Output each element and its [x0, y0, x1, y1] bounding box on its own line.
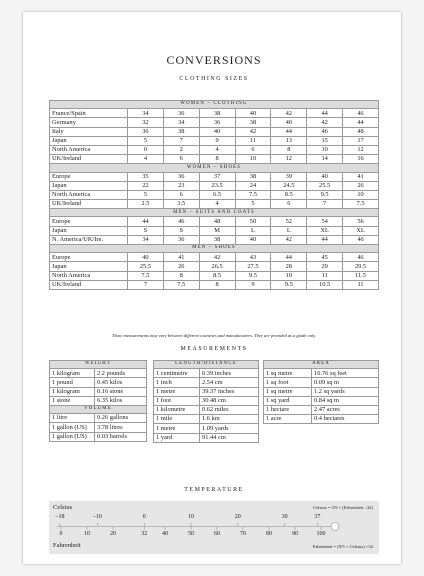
- fahrenheit-tick-label: 32: [141, 531, 148, 537]
- measure-equivalent: 0.16 stone: [95, 387, 147, 396]
- size-value: 42: [271, 235, 307, 244]
- size-row: [50, 155, 379, 164]
- size-value: 8.5: [271, 190, 307, 199]
- measure-row: [50, 432, 147, 441]
- size-row: [50, 181, 379, 190]
- size-value: 7: [128, 280, 164, 289]
- size-value: 52: [271, 217, 307, 226]
- size-value: 7.5: [235, 190, 271, 199]
- size-value: 5: [235, 200, 271, 209]
- measure-unit: 1 hectare: [264, 405, 312, 414]
- size-value: L: [271, 226, 307, 235]
- measure-row: [154, 369, 259, 378]
- size-row-label: Japan: [50, 226, 128, 235]
- size-value: 12: [343, 145, 379, 154]
- measure-header: LENGTH/DISTANCE: [154, 361, 259, 369]
- size-row-label: Europe: [50, 253, 128, 262]
- size-value: 48: [199, 217, 235, 226]
- size-row-label: N. America/UK/Ire.: [50, 235, 128, 244]
- size-value: 7.5: [343, 200, 379, 209]
- size-row: [50, 172, 379, 181]
- celsius-tick-label: 37: [314, 514, 321, 520]
- section-header-row: [50, 209, 379, 217]
- measure-equivalent: 91.44 cm: [200, 433, 259, 442]
- size-value: 9: [235, 280, 271, 289]
- fahrenheit-tick-label: 20: [110, 531, 116, 537]
- size-value: 29.5: [343, 262, 379, 271]
- size-value: 3.5: [163, 200, 199, 209]
- measure-unit: 1 sq yard: [264, 396, 312, 405]
- size-value: 8: [199, 155, 235, 164]
- measure-equivalent: 6.35 kilos: [95, 396, 147, 405]
- size-value: 42: [199, 253, 235, 262]
- size-value: 44: [307, 109, 343, 118]
- measure-unit: 1 foot: [154, 396, 200, 405]
- measure-unit: 1 acre: [264, 415, 312, 424]
- measure-equivalent: 30.48 cm: [200, 396, 259, 405]
- size-value: 38: [199, 235, 235, 244]
- size-value: 36: [128, 127, 164, 136]
- size-value: 46: [307, 127, 343, 136]
- size-value: 8.5: [199, 271, 235, 280]
- size-row: [50, 136, 379, 145]
- size-row-label: Japan: [50, 136, 128, 145]
- section-header: MEN – SHOES: [50, 245, 379, 253]
- size-value: 23.5: [199, 181, 235, 190]
- size-value: XL: [343, 226, 379, 235]
- size-value: 40: [235, 235, 271, 244]
- size-value: 11: [235, 136, 271, 145]
- size-value: 32: [128, 118, 164, 127]
- size-value: 10: [235, 155, 271, 164]
- size-value: 41: [343, 172, 379, 181]
- fahrenheit-tick-label: 100: [316, 531, 326, 537]
- size-value: 39: [271, 172, 307, 181]
- size-value: 56: [343, 217, 379, 226]
- size-value: 9.5: [307, 190, 343, 199]
- measure-unit: 1 stone: [50, 396, 95, 405]
- measure-unit: 1 gallon (US): [50, 432, 95, 441]
- size-value: 46: [343, 253, 379, 262]
- size-value: 40: [235, 109, 271, 118]
- size-value: 37: [199, 172, 235, 181]
- size-value: 9.5: [271, 280, 307, 289]
- measure-unit: 1 mile: [154, 415, 200, 424]
- size-value: 44: [307, 235, 343, 244]
- size-value: 44: [343, 118, 379, 127]
- size-value: 6: [163, 190, 199, 199]
- size-value: 36: [163, 235, 199, 244]
- size-value: 7.5: [128, 271, 164, 280]
- size-value: 12: [271, 155, 307, 164]
- size-value: 11.5: [343, 271, 379, 280]
- size-value: 36: [163, 109, 199, 118]
- measure-equivalent: 39.37 inches: [200, 387, 259, 396]
- fahrenheit-label: Fahrenheit: [53, 542, 81, 549]
- measure-unit: 1 kilogram: [50, 387, 95, 396]
- size-value: 23: [163, 181, 199, 190]
- size-value: 24: [235, 181, 271, 190]
- size-value: 42: [271, 109, 307, 118]
- section-header: WOMEN – CLOTHING: [50, 101, 379, 109]
- size-value: 11: [343, 280, 379, 289]
- size-value: 24.5: [271, 181, 307, 190]
- measure-unit: 1 metre: [154, 424, 200, 433]
- size-value: 4: [128, 155, 164, 164]
- size-value: 44: [128, 217, 164, 226]
- temperature-scale: [49, 501, 379, 554]
- measure-equivalent: 0.45 kilos: [95, 378, 147, 387]
- measure-row: [50, 369, 147, 378]
- measure-unit: 1 kilometre: [154, 405, 200, 414]
- size-row-label: Japan: [50, 262, 128, 271]
- fahrenheit-tick-label: 10: [84, 531, 90, 537]
- measure-row: [264, 396, 379, 405]
- size-row-label: Japan: [50, 181, 128, 190]
- size-value: 25.5: [307, 181, 343, 190]
- size-value: 16: [343, 155, 379, 164]
- size-value: 42: [235, 127, 271, 136]
- size-value: 35: [128, 172, 164, 181]
- size-value: 27.5: [235, 262, 271, 271]
- size-value: 28: [271, 262, 307, 271]
- measure-unit: 1 sq metre: [264, 369, 312, 378]
- size-value: 7: [163, 136, 199, 145]
- measure-row: [264, 415, 379, 424]
- measure-equivalent: 1.09 yards: [200, 424, 259, 433]
- celsius-tick-label: –18: [55, 514, 65, 520]
- measure-unit: 1 centimetre: [154, 369, 200, 378]
- measure-row: [264, 369, 379, 378]
- area-table: [263, 360, 379, 424]
- fahrenheit-tick-label: 90: [292, 531, 298, 537]
- size-value: 41: [163, 253, 199, 262]
- size-row: [50, 262, 379, 271]
- celsius-label: Celsius: [53, 504, 73, 511]
- measurements-heading: MEASUREMENTS: [180, 346, 248, 352]
- measure-row: [50, 387, 147, 396]
- size-row: [50, 226, 379, 235]
- clothing-sizes-table: [49, 100, 379, 290]
- fahrenheit-tick-label: 70: [240, 531, 246, 537]
- measure-row: [50, 378, 147, 387]
- size-value: 15: [307, 136, 343, 145]
- section-header: MEN – SUITS AND COATS: [50, 209, 379, 217]
- size-value: 5: [128, 190, 164, 199]
- measure-row: [154, 433, 259, 442]
- size-value: 50: [235, 217, 271, 226]
- measure-equivalent: 1.6 km: [200, 415, 259, 424]
- size-value: 44: [271, 253, 307, 262]
- size-value: 14: [307, 155, 343, 164]
- measure-unit: 1 sq foot: [264, 378, 312, 387]
- measure-equivalent: 0.4 hectares: [312, 415, 379, 424]
- size-value: 10: [343, 190, 379, 199]
- size-value: 8: [163, 271, 199, 280]
- size-value: 38: [163, 127, 199, 136]
- measure-row: [264, 405, 379, 414]
- measure-equivalent: 10.76 sq feet: [312, 369, 379, 378]
- measure-header: WEIGHT: [50, 361, 147, 369]
- measure-row: [264, 378, 379, 387]
- size-value: 34: [128, 109, 164, 118]
- thermometer-bulb-icon: [331, 523, 339, 531]
- measure-unit: 1 kilogram: [50, 369, 95, 378]
- size-row: [50, 253, 379, 262]
- size-value: 26: [343, 181, 379, 190]
- weight-volume-table: [49, 360, 147, 442]
- measure-unit: 1 gallon (US): [50, 423, 95, 432]
- size-value: 10: [307, 145, 343, 154]
- size-row: [50, 109, 379, 118]
- measure-equivalent: 2.54 cm: [200, 378, 259, 387]
- size-row-label: Germany: [50, 118, 128, 127]
- size-value: 36: [199, 118, 235, 127]
- size-value: M: [199, 226, 235, 235]
- measure-equivalent: 0.09 sq m: [312, 378, 379, 387]
- fahrenheit-tick-label: 40: [162, 531, 168, 537]
- measure-header-row: [50, 405, 147, 413]
- size-value: 2: [163, 145, 199, 154]
- fahrenheit-tick-label: 80: [266, 531, 272, 537]
- size-row: [50, 235, 379, 244]
- celsius-tick-label: 0: [142, 514, 146, 520]
- size-value: 40: [307, 172, 343, 181]
- temperature-heading: TEMPERATURE: [184, 487, 244, 493]
- size-value: 42: [307, 118, 343, 127]
- size-row: [50, 127, 379, 136]
- size-value: 38: [235, 172, 271, 181]
- size-value: 34: [128, 235, 164, 244]
- size-value: 25.5: [128, 262, 164, 271]
- size-value: 9: [199, 136, 235, 145]
- size-row: [50, 280, 379, 289]
- section-header-row: [50, 164, 379, 172]
- size-value: 7: [307, 200, 343, 209]
- measure-unit: 1 metre: [154, 387, 200, 396]
- size-value: 40: [271, 118, 307, 127]
- measure-equivalent: 3.78 litres: [95, 423, 147, 432]
- size-value: 46: [163, 217, 199, 226]
- measure-header-row: [50, 361, 147, 369]
- clothing-sizes-heading: CLOTHING SIZES: [179, 76, 249, 82]
- celsius-tick-label: 20: [234, 514, 241, 520]
- measure-header-row: [154, 361, 259, 369]
- size-value: 40: [128, 253, 164, 262]
- size-value: 44: [271, 127, 307, 136]
- size-value: 10.5: [307, 280, 343, 289]
- measure-row: [50, 423, 147, 432]
- measure-row: [154, 396, 259, 405]
- size-row: [50, 118, 379, 127]
- size-value: 2.5: [128, 200, 164, 209]
- size-value: 6: [271, 200, 307, 209]
- size-row: [50, 145, 379, 154]
- size-row: [50, 271, 379, 280]
- measure-header: VOLUME: [50, 405, 147, 413]
- size-row-label: UK/Ireland: [50, 200, 128, 209]
- size-value: 11: [307, 271, 343, 280]
- size-value: 6: [235, 145, 271, 154]
- clothing-note: These measurements may vary between different countries and manufacturers. They are provided as a guide only.: [111, 333, 317, 338]
- section-header: WOMEN – SHOES: [50, 164, 379, 172]
- section-header-row: [50, 245, 379, 253]
- measure-unit: 1 litre: [50, 414, 95, 423]
- size-value: 17: [343, 136, 379, 145]
- size-value: 26: [163, 262, 199, 271]
- measure-equivalent: 0.84 sq m: [312, 396, 379, 405]
- fahrenheit-formula: Fahrenheit = (9/5 × Celsius) +32: [312, 544, 373, 549]
- size-value: 40: [199, 127, 235, 136]
- size-value: 13: [271, 136, 307, 145]
- size-value: 43: [235, 253, 271, 262]
- fahrenheit-tick-label: 0: [59, 531, 63, 537]
- size-row-label: Europe: [50, 217, 128, 226]
- size-value: 0: [128, 145, 164, 154]
- size-value: 54: [307, 217, 343, 226]
- measure-unit: 1 yard: [154, 433, 200, 442]
- celsius-formula: Celsius = 5/9 × (Fahrenheit –32): [313, 505, 373, 510]
- length-distance-table: [153, 360, 259, 443]
- size-row: [50, 190, 379, 199]
- size-value: 45: [307, 253, 343, 262]
- conversion-page: [23, 12, 401, 564]
- celsius-tick-label: –10: [92, 514, 102, 520]
- size-value: S: [163, 226, 199, 235]
- measure-row: [154, 424, 259, 433]
- size-value: L: [235, 226, 271, 235]
- measure-row: [154, 415, 259, 424]
- size-value: 10: [271, 271, 307, 280]
- measure-equivalent: 2.2 pounds: [95, 369, 147, 378]
- measure-unit: 1 pound: [50, 378, 95, 387]
- size-value: 36: [163, 172, 199, 181]
- size-row-label: UK/Ireland: [50, 155, 128, 164]
- measure-equivalent: 2.47 acres: [312, 405, 379, 414]
- size-value: 34: [163, 118, 199, 127]
- size-value: 5: [128, 136, 164, 145]
- size-value: 9.5: [235, 271, 271, 280]
- size-value: 29: [307, 262, 343, 271]
- size-value: 46: [343, 109, 379, 118]
- size-value: 22: [128, 181, 164, 190]
- measure-equivalent: 0.39 inches: [200, 369, 259, 378]
- measure-equivalent: 1.2 sq yards: [312, 387, 379, 396]
- size-value: 4: [199, 145, 235, 154]
- fahrenheit-tick-label: 50: [188, 531, 194, 537]
- fahrenheit-tick-label: 60: [214, 531, 220, 537]
- size-value: 8: [199, 280, 235, 289]
- measure-header: AREA: [264, 361, 379, 369]
- measure-row: [154, 387, 259, 396]
- size-row-label: North America: [50, 145, 128, 154]
- celsius-tick-label: 30: [281, 514, 288, 520]
- measure-header-row: [264, 361, 379, 369]
- measure-unit: 1 inch: [154, 378, 200, 387]
- size-value: 38: [235, 118, 271, 127]
- size-value: XL: [307, 226, 343, 235]
- measure-unit: 1 sq metre: [264, 387, 312, 396]
- size-row-label: Europe: [50, 172, 128, 181]
- size-row-label: North America: [50, 271, 128, 280]
- size-value: S: [128, 226, 164, 235]
- size-row-label: France/Spain: [50, 109, 128, 118]
- size-value: 46: [343, 235, 379, 244]
- size-row: [50, 217, 379, 226]
- section-header-row: [50, 101, 379, 109]
- size-row-label: Italy: [50, 127, 128, 136]
- size-row-label: UK/Ireland: [50, 280, 128, 289]
- size-value: 6: [163, 155, 199, 164]
- size-value: 6.5: [199, 190, 235, 199]
- measure-row: [154, 378, 259, 387]
- size-row-label: North America: [50, 190, 128, 199]
- measure-row: [50, 414, 147, 423]
- measure-row: [154, 405, 259, 414]
- size-value: 4: [199, 200, 235, 209]
- size-value: 38: [199, 109, 235, 118]
- measure-row: [50, 396, 147, 405]
- measure-equivalent: 0.62 miles: [200, 405, 259, 414]
- size-value: 8: [271, 145, 307, 154]
- size-row: [50, 200, 379, 209]
- measure-row: [264, 387, 379, 396]
- celsius-tick-label: 10: [188, 514, 194, 520]
- page-title: CONVERSIONS: [166, 53, 262, 67]
- size-value: 26.5: [199, 262, 235, 271]
- measure-equivalent: 0.26 gallons: [95, 414, 147, 423]
- size-value: 48: [343, 127, 379, 136]
- size-value: 7.5: [163, 280, 199, 289]
- measure-equivalent: 0.03 barrels: [95, 432, 147, 441]
